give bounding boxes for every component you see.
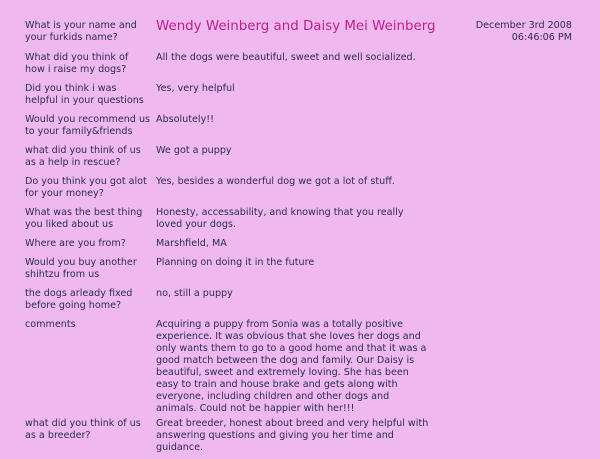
answer-text: We got a puppy	[156, 145, 232, 156]
question-label: Do you think you got alot for your money?	[25, 176, 147, 199]
comments-text: Acquiring a puppy from Sonia was a totally positive experience. It was obvious that she loves her dogs and only wants them to go to a good home and that it was a good match between the dog and family. Our Daisy is beautiful, sweet and extremely loving. She has been easy to train and house brake and gets along with everyone, including children and other dogs and animals. Could not be happier with her!!!	[156, 319, 427, 414]
answer-text: Great breeder, honest about breed and very helpful with answering questions and giving you her time and guidance.	[156, 418, 429, 453]
answer-text: Honesty, accessability, and knowing that you really loved your dogs.	[156, 207, 404, 230]
answer-text: Planning on doing it in the future	[156, 257, 315, 268]
question-label: comments	[25, 319, 76, 330]
entry-date: December 3rd 2008 06:46:06 PM	[475, 20, 572, 43]
answer-text: Absolutely!!	[156, 114, 214, 125]
answer-text: no, still a puppy	[156, 288, 233, 299]
answer-text: Yes, very helpful	[156, 83, 235, 94]
name-question-label: What is your name and your furkids name?	[25, 20, 137, 43]
question-label: Would you buy another shihtzu from us	[25, 257, 137, 280]
question-label: What was the best thing you liked about us	[25, 207, 143, 230]
answer-text: Marshfield, MA	[156, 238, 227, 249]
answer-text: All the dogs were beautiful, sweet and well socialized.	[156, 52, 416, 63]
question-label: What did you think of how i raise my dogs?	[25, 52, 129, 75]
name-answer: Wendy Weinberg and Daisy Mei Weinberg	[156, 19, 436, 34]
question-label: what did you think of us as a help in rescue?	[25, 145, 141, 168]
question-label: Where are you from?	[25, 238, 126, 249]
question-label: Did you think i was helpful in your questions	[25, 83, 144, 106]
question-label: what did you think of us as a breeder?	[25, 418, 141, 441]
question-label: the dogs arleady fixed before going home?	[25, 288, 133, 311]
question-label: Would you recommend us to your family&friends	[25, 114, 151, 137]
answer-text: Yes, besides a wonderful dog we got a lot of stuff.	[156, 176, 395, 187]
